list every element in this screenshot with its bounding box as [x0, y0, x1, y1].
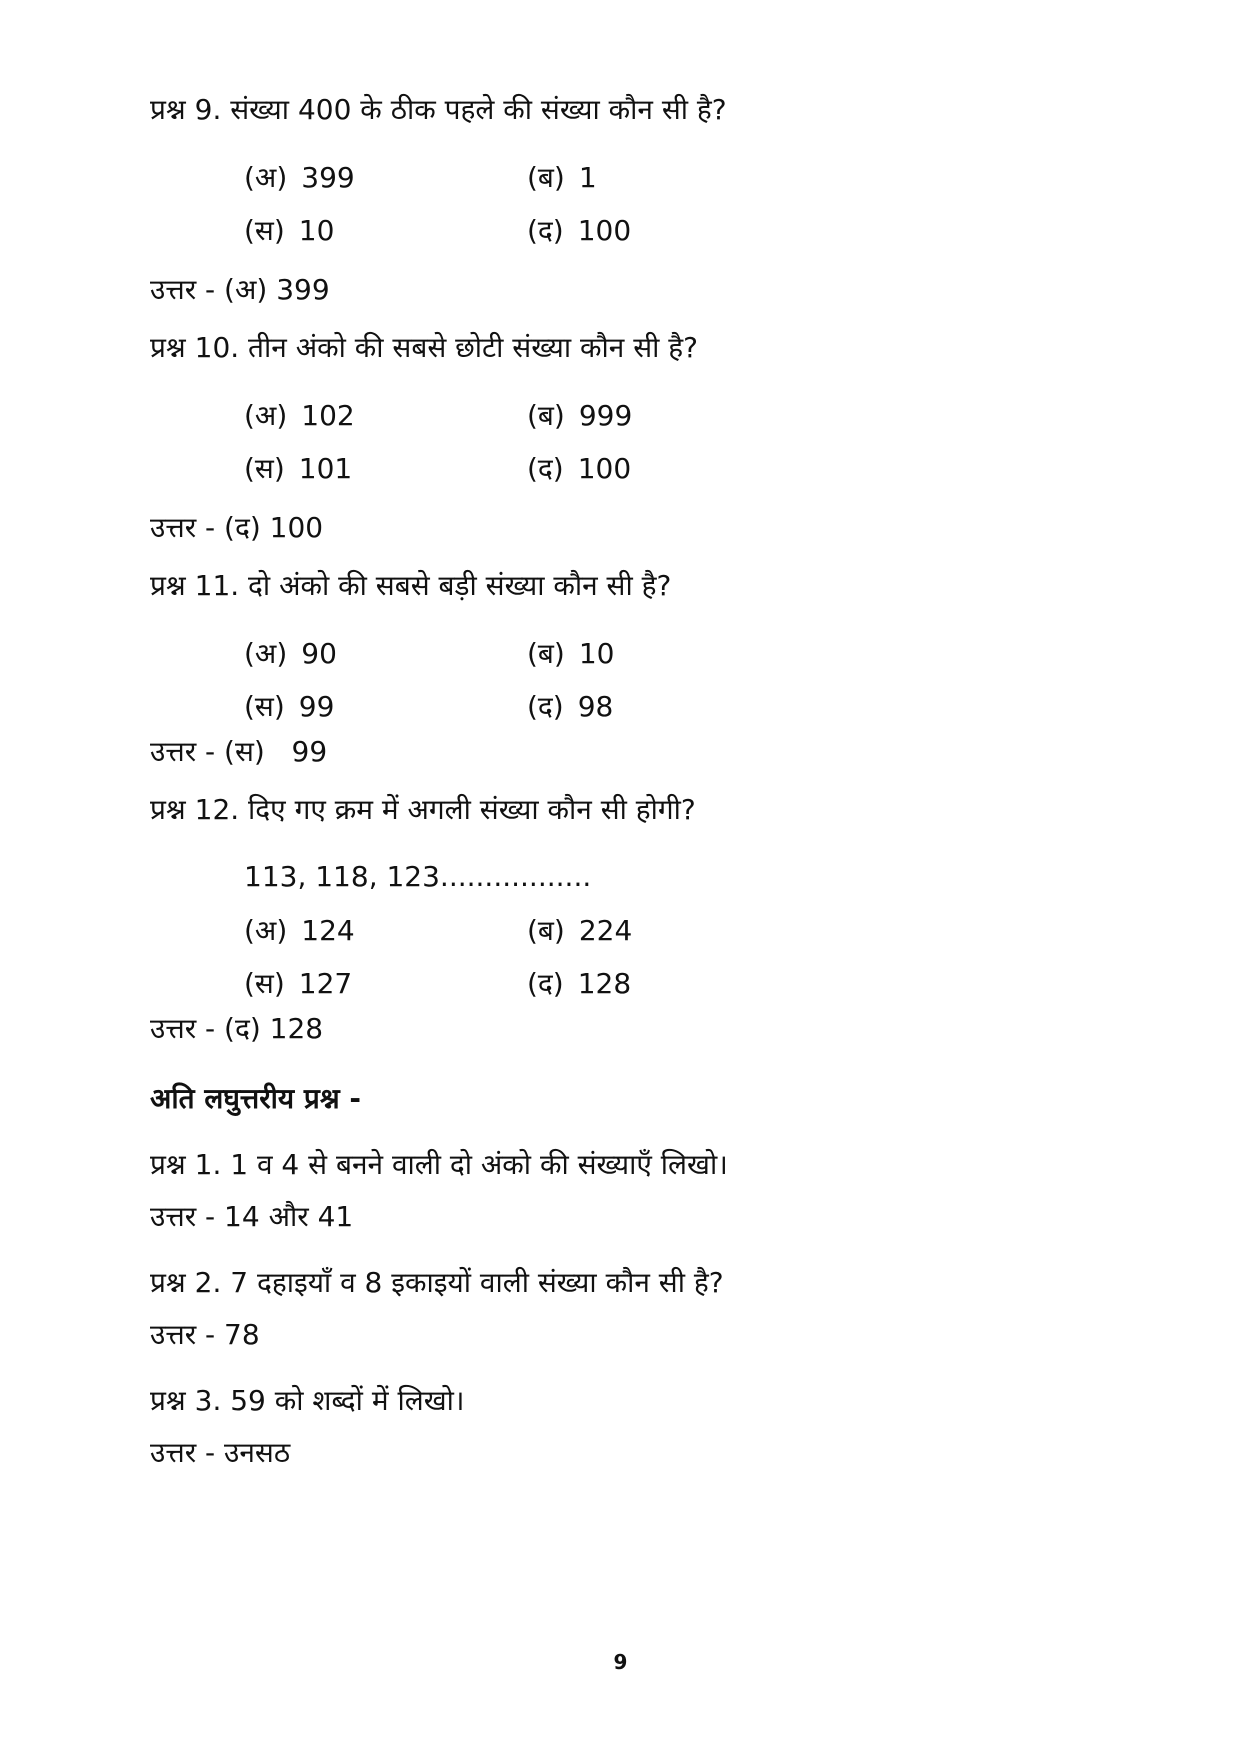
- option-a: (अ) 102: [244, 398, 355, 432]
- option-c: (स) 99: [244, 689, 335, 723]
- short-answer-block: [150, 1263, 1150, 1355]
- number-sequence: 113, 118, 123.................: [244, 860, 592, 893]
- option-a: (अ) 124: [244, 913, 355, 947]
- answer-text: उत्तर - उनसठ: [150, 1436, 291, 1469]
- option-c: (स) 101: [244, 451, 353, 485]
- options-grid: [244, 150, 1150, 256]
- option-a: (अ) 90: [244, 636, 337, 670]
- question-text: प्रश्न 12. दिए गए क्रम में अगली संख्या कौन सी होगी?: [150, 793, 696, 826]
- section-heading: अति लघुत्तरीय प्रश्न -: [150, 1082, 362, 1115]
- answer-text: उत्तर - 14 और 41: [150, 1200, 354, 1233]
- option-d: (द) 128: [527, 966, 632, 1000]
- option-b: (ब) 10: [527, 636, 615, 670]
- answer-text: उत्तर - (द) 128: [150, 1012, 324, 1045]
- mcq-question-block: [150, 328, 1150, 548]
- answer-text: उत्तर - (स) 99: [150, 735, 328, 768]
- question-text: प्रश्न 10. तीन अंको की सबसे छोटी संख्या कौन सी है?: [150, 331, 699, 364]
- page-number: 9: [613, 1650, 628, 1674]
- mcq-question-block: [150, 790, 1150, 1049]
- question-text: प्रश्न 9. संख्या 400 के ठीक पहले की संख्या कौन सी है?: [150, 93, 727, 126]
- mcq-question-block: [150, 90, 1150, 310]
- answer-text: उत्तर - (अ) 399: [150, 273, 330, 306]
- option-b: (ब) 1: [527, 160, 597, 194]
- options-grid: [244, 388, 1150, 494]
- option-b: (ब) 999: [527, 398, 633, 432]
- question-text: प्रश्न 1. 1 व 4 से बनने वाली दो अंको की संख्याएँ लिखो।: [150, 1148, 728, 1181]
- options-grid: [244, 626, 1150, 732]
- answer-text: उत्तर - (द) 100: [150, 511, 324, 544]
- option-a: (अ) 399: [244, 160, 355, 194]
- options-grid: [244, 903, 1150, 1009]
- option-c: (स) 10: [244, 213, 335, 247]
- option-d: (द) 100: [527, 213, 632, 247]
- question-text: प्रश्न 11. दो अंको की सबसे बड़ी संख्या कौन सी है?: [150, 569, 672, 602]
- option-c: (स) 127: [244, 966, 353, 1000]
- document-page: [150, 90, 1150, 1473]
- short-answer-block: [150, 1145, 1150, 1237]
- short-answer-block: [150, 1381, 1150, 1473]
- option-b: (ब) 224: [527, 913, 633, 947]
- answer-text: उत्तर - 78: [150, 1318, 260, 1351]
- question-text: प्रश्न 2. 7 दहाइयाँ व 8 इकाइयों वाली संख्या कौन सी है?: [150, 1266, 724, 1299]
- option-d: (द) 98: [527, 689, 614, 723]
- mcq-question-block: [150, 566, 1150, 772]
- question-text: प्रश्न 3. 59 को शब्दों में लिखो।: [150, 1384, 465, 1417]
- option-d: (द) 100: [527, 451, 632, 485]
